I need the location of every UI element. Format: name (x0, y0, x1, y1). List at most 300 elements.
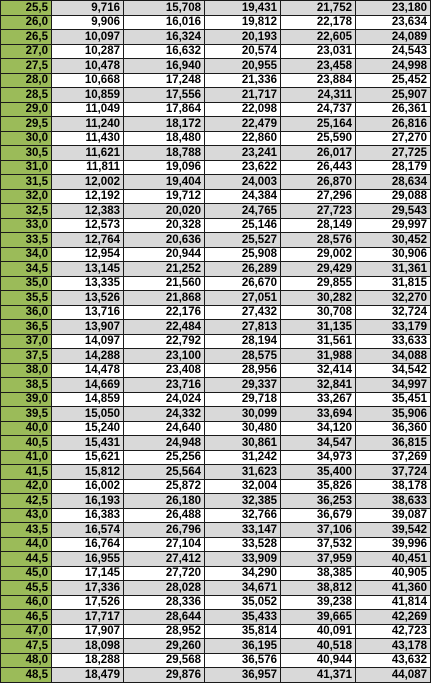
table-row (1, 639, 431, 654)
value-cell-2: 27,412 (124, 552, 205, 567)
value-cell-1: 14,859 (52, 392, 124, 407)
key-cell: 42,0 (1, 479, 52, 494)
value-cell-3: 28,194 (205, 334, 281, 349)
value-cell-4: 33,694 (281, 407, 356, 422)
key-cell: 43,0 (1, 508, 52, 523)
value-cell-5: 25,452 (356, 73, 431, 88)
value-cell-3: 21,717 (205, 88, 281, 103)
value-cell-3: 27,051 (205, 291, 281, 306)
table-row (1, 15, 431, 30)
value-cell-3: 24,003 (205, 175, 281, 190)
table-row (1, 160, 431, 175)
value-cell-4: 36,679 (281, 508, 356, 523)
value-cell-2: 22,792 (124, 334, 205, 349)
value-cell-3: 28,575 (205, 349, 281, 364)
value-cell-4: 25,164 (281, 117, 356, 132)
table-row (1, 73, 431, 88)
key-cell: 32,5 (1, 204, 52, 219)
value-cell-1: 12,954 (52, 247, 124, 262)
value-cell-2: 16,016 (124, 15, 205, 30)
key-cell: 47,5 (1, 639, 52, 654)
value-cell-2: 18,788 (124, 146, 205, 161)
value-cell-2: 19,712 (124, 189, 205, 204)
table-row (1, 465, 431, 480)
value-cell-1: 11,049 (52, 102, 124, 117)
value-cell-5: 42,723 (356, 624, 431, 639)
value-cell-3: 26,289 (205, 262, 281, 277)
value-cell-4: 32,414 (281, 363, 356, 378)
value-cell-5: 24,543 (356, 44, 431, 59)
value-cell-1: 17,526 (52, 595, 124, 610)
value-cell-3: 34,290 (205, 566, 281, 581)
value-cell-1: 9,906 (52, 15, 124, 30)
key-cell: 43,5 (1, 523, 52, 538)
value-cell-2: 18,480 (124, 131, 205, 146)
value-cell-5: 28,634 (356, 175, 431, 190)
value-cell-5: 27,725 (356, 146, 431, 161)
table-row (1, 291, 431, 306)
key-cell: 25,5 (1, 1, 52, 16)
table-row (1, 668, 431, 683)
table-row (1, 392, 431, 407)
table-body (1, 1, 431, 683)
value-cell-1: 12,764 (52, 233, 124, 248)
value-cell-3: 20,955 (205, 59, 281, 74)
value-cell-2: 28,952 (124, 624, 205, 639)
value-cell-5: 30,452 (356, 233, 431, 248)
key-cell: 30,5 (1, 146, 52, 161)
value-cell-3: 30,861 (205, 436, 281, 451)
value-cell-2: 22,484 (124, 320, 205, 335)
value-cell-1: 13,716 (52, 305, 124, 320)
value-cell-5: 25,907 (356, 88, 431, 103)
value-cell-2: 26,180 (124, 494, 205, 509)
value-cell-4: 33,267 (281, 392, 356, 407)
value-cell-2: 29,568 (124, 653, 205, 668)
value-cell-1: 11,811 (52, 160, 124, 175)
table-row (1, 218, 431, 233)
value-cell-1: 18,098 (52, 639, 124, 654)
value-cell-1: 13,526 (52, 291, 124, 306)
value-cell-5: 30,906 (356, 247, 431, 262)
key-cell: 40,5 (1, 436, 52, 451)
table-row (1, 421, 431, 436)
table-row (1, 320, 431, 335)
value-cell-2: 26,796 (124, 523, 205, 538)
value-cell-4: 22,605 (281, 30, 356, 45)
table-row (1, 175, 431, 190)
value-cell-1: 13,907 (52, 320, 124, 335)
value-cell-4: 35,826 (281, 479, 356, 494)
value-cell-1: 18,288 (52, 653, 124, 668)
value-cell-2: 29,260 (124, 639, 205, 654)
value-cell-5: 39,087 (356, 508, 431, 523)
value-cell-4: 24,737 (281, 102, 356, 117)
value-cell-2: 25,564 (124, 465, 205, 480)
key-cell: 46,0 (1, 595, 52, 610)
value-cell-5: 39,542 (356, 523, 431, 538)
value-cell-2: 19,096 (124, 160, 205, 175)
table-row (1, 44, 431, 59)
value-cell-4: 23,031 (281, 44, 356, 59)
key-cell: 39,0 (1, 392, 52, 407)
key-cell: 37,5 (1, 349, 52, 364)
table-row (1, 479, 431, 494)
value-cell-4: 26,443 (281, 160, 356, 175)
value-cell-5: 28,179 (356, 160, 431, 175)
table-row (1, 566, 431, 581)
value-cell-5: 26,361 (356, 102, 431, 117)
value-cell-3: 24,765 (205, 204, 281, 219)
value-cell-4: 21,752 (281, 1, 356, 16)
value-cell-4: 34,547 (281, 436, 356, 451)
table-row (1, 204, 431, 219)
value-cell-3: 32,766 (205, 508, 281, 523)
value-cell-3: 19,431 (205, 1, 281, 16)
value-cell-4: 24,311 (281, 88, 356, 103)
value-cell-5: 29,997 (356, 218, 431, 233)
value-cell-4: 29,429 (281, 262, 356, 277)
value-cell-1: 14,669 (52, 378, 124, 393)
value-cell-1: 16,002 (52, 479, 124, 494)
value-cell-4: 29,002 (281, 247, 356, 262)
value-cell-3: 36,957 (205, 668, 281, 683)
value-cell-2: 20,020 (124, 204, 205, 219)
value-cell-1: 14,097 (52, 334, 124, 349)
value-cell-1: 15,812 (52, 465, 124, 480)
value-cell-3: 27,432 (205, 305, 281, 320)
value-cell-3: 33,909 (205, 552, 281, 567)
value-cell-1: 15,621 (52, 450, 124, 465)
value-cell-4: 40,091 (281, 624, 356, 639)
value-cell-3: 31,623 (205, 465, 281, 480)
value-cell-2: 16,324 (124, 30, 205, 45)
value-cell-2: 16,940 (124, 59, 205, 74)
value-cell-1: 15,431 (52, 436, 124, 451)
value-cell-1: 16,764 (52, 537, 124, 552)
key-cell: 33,5 (1, 233, 52, 248)
key-cell: 39,5 (1, 407, 52, 422)
value-cell-5: 43,178 (356, 639, 431, 654)
value-cell-3: 25,146 (205, 218, 281, 233)
table-row (1, 436, 431, 451)
table-row (1, 1, 431, 16)
value-cell-3: 30,099 (205, 407, 281, 422)
value-cell-4: 38,385 (281, 566, 356, 581)
value-cell-4: 23,458 (281, 59, 356, 74)
value-cell-4: 25,590 (281, 131, 356, 146)
table-row (1, 653, 431, 668)
value-cell-1: 16,383 (52, 508, 124, 523)
key-cell: 30,0 (1, 131, 52, 146)
value-cell-4: 38,812 (281, 581, 356, 596)
value-cell-2: 24,332 (124, 407, 205, 422)
value-cell-1: 17,717 (52, 610, 124, 625)
value-cell-5: 36,360 (356, 421, 431, 436)
value-cell-1: 12,383 (52, 204, 124, 219)
key-cell: 40,0 (1, 421, 52, 436)
value-cell-5: 41,360 (356, 581, 431, 596)
table-row (1, 363, 431, 378)
table-row (1, 102, 431, 117)
value-cell-1: 12,192 (52, 189, 124, 204)
value-cell-3: 20,193 (205, 30, 281, 45)
key-cell: 36,0 (1, 305, 52, 320)
value-cell-3: 23,622 (205, 160, 281, 175)
value-cell-2: 28,028 (124, 581, 205, 596)
value-cell-3: 25,908 (205, 247, 281, 262)
key-cell: 33,0 (1, 218, 52, 233)
value-cell-2: 23,408 (124, 363, 205, 378)
value-cell-4: 37,106 (281, 523, 356, 538)
value-cell-1: 10,859 (52, 88, 124, 103)
value-cell-3: 24,384 (205, 189, 281, 204)
key-cell: 41,0 (1, 450, 52, 465)
value-cell-2: 17,556 (124, 88, 205, 103)
value-cell-5: 40,905 (356, 566, 431, 581)
key-cell: 28,0 (1, 73, 52, 88)
value-cell-1: 11,430 (52, 131, 124, 146)
value-cell-3: 27,813 (205, 320, 281, 335)
value-cell-4: 27,723 (281, 204, 356, 219)
table-row (1, 610, 431, 625)
value-cell-3: 35,433 (205, 610, 281, 625)
value-cell-1: 17,145 (52, 566, 124, 581)
value-cell-5: 36,815 (356, 436, 431, 451)
value-cell-1: 16,955 (52, 552, 124, 567)
value-cell-3: 22,098 (205, 102, 281, 117)
table-row (1, 378, 431, 393)
value-cell-2: 18,172 (124, 117, 205, 132)
table-row (1, 581, 431, 596)
value-cell-3: 31,242 (205, 450, 281, 465)
value-cell-5: 26,816 (356, 117, 431, 132)
value-cell-3: 32,004 (205, 479, 281, 494)
value-cell-1: 13,335 (52, 276, 124, 291)
value-cell-3: 35,814 (205, 624, 281, 639)
table-row (1, 146, 431, 161)
value-cell-4: 32,841 (281, 378, 356, 393)
value-cell-2: 19,404 (124, 175, 205, 190)
value-cell-5: 40,451 (356, 552, 431, 567)
value-cell-4: 30,282 (281, 291, 356, 306)
table-row (1, 552, 431, 567)
key-cell: 35,5 (1, 291, 52, 306)
value-cell-4: 40,944 (281, 653, 356, 668)
value-cell-2: 24,024 (124, 392, 205, 407)
value-cell-4: 41,371 (281, 668, 356, 683)
value-cell-5: 38,178 (356, 479, 431, 494)
table-row (1, 450, 431, 465)
value-cell-3: 33,528 (205, 537, 281, 552)
value-cell-4: 26,017 (281, 146, 356, 161)
key-cell: 34,0 (1, 247, 52, 262)
value-cell-4: 27,296 (281, 189, 356, 204)
key-cell: 27,0 (1, 44, 52, 59)
value-cell-1: 10,097 (52, 30, 124, 45)
table-row (1, 537, 431, 552)
key-cell: 27,5 (1, 59, 52, 74)
value-cell-5: 39,996 (356, 537, 431, 552)
table-row (1, 233, 431, 248)
value-cell-2: 28,644 (124, 610, 205, 625)
value-cell-5: 31,815 (356, 276, 431, 291)
value-cell-2: 27,720 (124, 566, 205, 581)
value-cell-1: 11,621 (52, 146, 124, 161)
table-row (1, 276, 431, 291)
value-cell-4: 22,178 (281, 15, 356, 30)
value-cell-5: 29,088 (356, 189, 431, 204)
value-cell-3: 20,574 (205, 44, 281, 59)
value-cell-3: 28,956 (205, 363, 281, 378)
key-cell: 38,5 (1, 378, 52, 393)
value-cell-5: 33,179 (356, 320, 431, 335)
table-row (1, 247, 431, 262)
value-cell-1: 17,336 (52, 581, 124, 596)
value-cell-5: 43,632 (356, 653, 431, 668)
value-cell-4: 34,120 (281, 421, 356, 436)
value-cell-4: 28,149 (281, 218, 356, 233)
value-cell-3: 30,480 (205, 421, 281, 436)
key-cell: 47,0 (1, 624, 52, 639)
value-cell-2: 29,876 (124, 668, 205, 683)
value-cell-1: 16,574 (52, 523, 124, 538)
value-cell-3: 22,860 (205, 131, 281, 146)
value-cell-3: 29,718 (205, 392, 281, 407)
value-cell-5: 41,814 (356, 595, 431, 610)
value-cell-2: 16,632 (124, 44, 205, 59)
value-cell-1: 10,287 (52, 44, 124, 59)
key-cell: 28,5 (1, 88, 52, 103)
value-cell-2: 23,716 (124, 378, 205, 393)
value-cell-3: 23,241 (205, 146, 281, 161)
value-cell-2: 26,488 (124, 508, 205, 523)
value-cell-2: 25,256 (124, 450, 205, 465)
key-cell: 32,0 (1, 189, 52, 204)
value-cell-5: 31,361 (356, 262, 431, 277)
table-row (1, 624, 431, 639)
value-cell-5: 44,087 (356, 668, 431, 683)
value-cell-5: 34,542 (356, 363, 431, 378)
value-cell-1: 12,573 (52, 218, 124, 233)
value-cell-1: 14,288 (52, 349, 124, 364)
value-cell-2: 24,640 (124, 421, 205, 436)
key-cell: 31,5 (1, 175, 52, 190)
value-cell-2: 22,176 (124, 305, 205, 320)
table-row (1, 595, 431, 610)
value-cell-2: 15,708 (124, 1, 205, 16)
value-cell-1: 15,050 (52, 407, 124, 422)
value-cell-4: 28,576 (281, 233, 356, 248)
value-cell-2: 21,560 (124, 276, 205, 291)
key-cell: 35,0 (1, 276, 52, 291)
value-cell-4: 40,518 (281, 639, 356, 654)
value-cell-4: 23,884 (281, 73, 356, 88)
key-cell: 31,0 (1, 160, 52, 175)
value-cell-5: 35,451 (356, 392, 431, 407)
value-cell-3: 35,052 (205, 595, 281, 610)
key-cell: 37,0 (1, 334, 52, 349)
key-cell: 26,0 (1, 15, 52, 30)
key-cell: 38,0 (1, 363, 52, 378)
value-cell-1: 14,478 (52, 363, 124, 378)
value-cell-3: 36,576 (205, 653, 281, 668)
key-cell: 29,5 (1, 117, 52, 132)
key-cell: 46,5 (1, 610, 52, 625)
table-row (1, 131, 431, 146)
value-cell-3: 26,670 (205, 276, 281, 291)
value-cell-1: 10,478 (52, 59, 124, 74)
value-cell-5: 34,088 (356, 349, 431, 364)
value-cell-2: 17,864 (124, 102, 205, 117)
table-row (1, 189, 431, 204)
key-cell: 41,5 (1, 465, 52, 480)
value-cell-4: 29,855 (281, 276, 356, 291)
value-cell-3: 22,479 (205, 117, 281, 132)
value-cell-4: 30,708 (281, 305, 356, 320)
value-cell-5: 37,269 (356, 450, 431, 465)
value-cell-5: 33,633 (356, 334, 431, 349)
value-cell-2: 25,872 (124, 479, 205, 494)
value-cell-3: 36,195 (205, 639, 281, 654)
value-cell-1: 16,193 (52, 494, 124, 509)
value-cell-5: 29,543 (356, 204, 431, 219)
key-cell: 45,0 (1, 566, 52, 581)
value-cell-2: 23,100 (124, 349, 205, 364)
value-cell-5: 37,724 (356, 465, 431, 480)
value-cell-4: 36,253 (281, 494, 356, 509)
value-cell-5: 32,270 (356, 291, 431, 306)
value-cell-3: 29,337 (205, 378, 281, 393)
value-cell-2: 17,248 (124, 73, 205, 88)
key-cell: 29,0 (1, 102, 52, 117)
table-row (1, 305, 431, 320)
value-cell-1: 9,716 (52, 1, 124, 16)
value-cell-4: 31,561 (281, 334, 356, 349)
value-cell-2: 20,636 (124, 233, 205, 248)
value-cell-1: 12,002 (52, 175, 124, 190)
table-row (1, 523, 431, 538)
value-cell-3: 25,527 (205, 233, 281, 248)
table-row (1, 117, 431, 132)
value-cell-4: 39,238 (281, 595, 356, 610)
key-cell: 48,0 (1, 653, 52, 668)
value-cell-3: 19,812 (205, 15, 281, 30)
value-cell-4: 37,532 (281, 537, 356, 552)
value-cell-4: 26,870 (281, 175, 356, 190)
table-row (1, 59, 431, 74)
value-cell-5: 32,724 (356, 305, 431, 320)
value-cell-2: 21,868 (124, 291, 205, 306)
key-cell: 45,5 (1, 581, 52, 596)
table-row (1, 334, 431, 349)
key-cell: 44,5 (1, 552, 52, 567)
table-row (1, 349, 431, 364)
value-cell-3: 34,671 (205, 581, 281, 596)
value-cell-4: 37,959 (281, 552, 356, 567)
table-row (1, 30, 431, 45)
value-cell-5: 38,633 (356, 494, 431, 509)
value-cell-2: 20,328 (124, 218, 205, 233)
value-cell-1: 11,240 (52, 117, 124, 132)
value-cell-2: 28,336 (124, 595, 205, 610)
value-cell-5: 35,906 (356, 407, 431, 422)
value-cell-5: 23,180 (356, 1, 431, 16)
value-cell-5: 24,089 (356, 30, 431, 45)
value-cell-3: 33,147 (205, 523, 281, 538)
value-cell-2: 21,252 (124, 262, 205, 277)
value-cell-3: 32,385 (205, 494, 281, 509)
